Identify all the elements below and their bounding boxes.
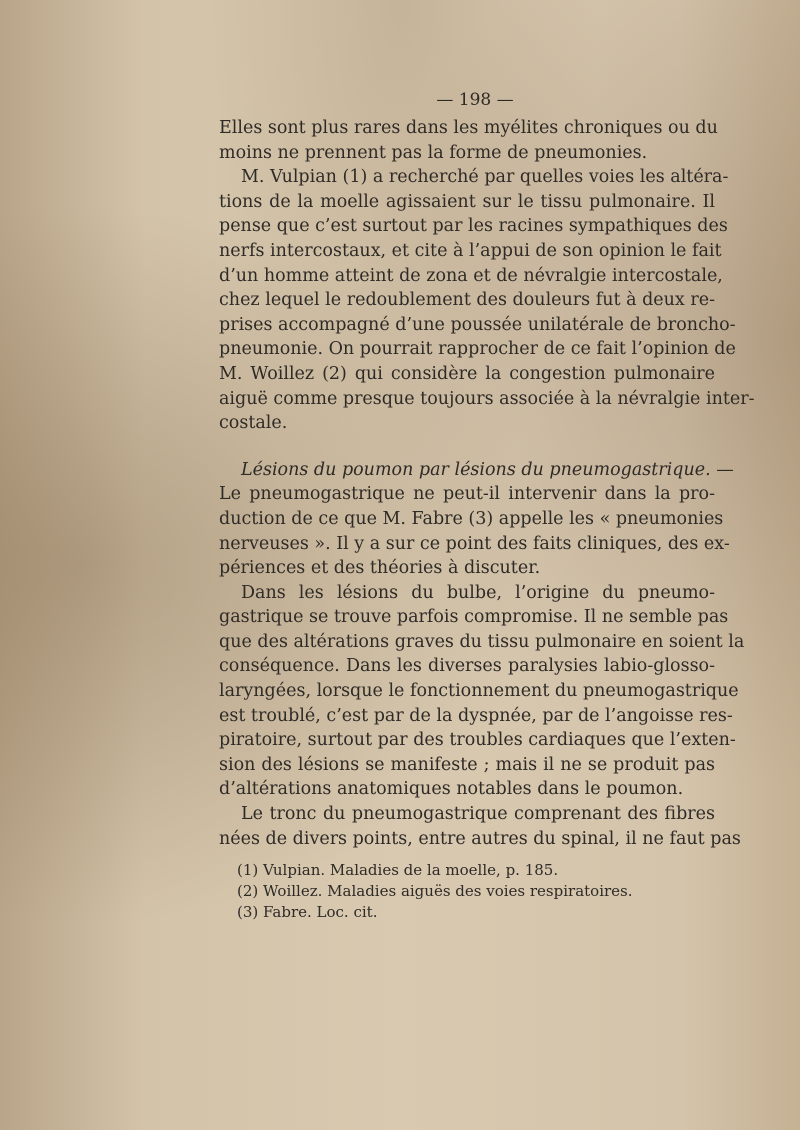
page-number: — 198 —	[436, 90, 514, 110]
text-line: conséquence. Dans les diverses paralysies labio-glosso-	[219, 656, 715, 677]
section-heading-line	[219, 458, 734, 483]
text-line: sion des lésions se manifeste ; mais il ne se produit pas	[219, 754, 715, 775]
footnote-1: (1) Vulpian. Maladies de la moelle, p. 185.	[237, 861, 559, 879]
text-line: prises accompagné d’une poussée unilatérale de broncho-	[219, 314, 736, 335]
text-line: chez lequel le redoublement des douleurs fut à deux re-	[219, 290, 715, 311]
text-line: M. Woillez (2) qui considère la congestion pulmonaire	[219, 363, 715, 384]
text-line: laryngées, lorsque le fonctionnement du pneumogastrique	[219, 681, 739, 702]
text-line: aiguë comme presque toujours associée à la névralgie inter-	[219, 388, 755, 409]
text-line: d’un homme atteint de zona et de névralgie intercostale,	[219, 265, 723, 286]
text-line: pense que c’est surtout par les racines sympathiques des	[219, 216, 728, 237]
text-line: nerfs intercostaux, et cite à l’appui de son opinion le fait	[219, 240, 722, 261]
text-line: pneumonie. On pourrait rapprocher de ce fait l’opinion de	[219, 339, 736, 360]
section-heading: Lésions du poumon par lésions du pneumogastrique.	[241, 459, 711, 480]
text-line: tions de la moelle agissaient sur le tissu pulmonaire. Il	[219, 191, 715, 212]
paragraph-pneumogastrique	[219, 482, 745, 851]
text-line: est troublé, c’est par de la dyspnée, par de l’angoisse res-	[219, 705, 733, 726]
footnote-3: (3) Fabre. Loc. cit.	[237, 903, 378, 921]
text-line: piratoire, surtout par des troubles cardiaques que l’exten-	[219, 730, 736, 751]
text-line: Le tronc du pneumogastrique comprenant des fibres	[241, 804, 715, 825]
text-line: nées de divers points, entre autres du spinal, il ne faut pas	[219, 828, 741, 849]
text-line: duction de ce que M. Fabre (3) appelle les « pneumonies	[219, 508, 724, 529]
text-line: Le pneumogastrique ne peut-il intervenir dans la pro-	[219, 484, 715, 505]
text-line: périences et des théories à discuter.	[219, 558, 541, 579]
section-heading-dash: —	[710, 459, 734, 480]
text-line: nerveuses ». Il y a sur ce point des faits cliniques, des ex-	[219, 533, 730, 554]
text-line: que des altérations graves du tissu pulmonaire en soient la	[219, 631, 745, 652]
section-gap	[219, 436, 715, 458]
main-text	[219, 116, 755, 851]
text-line: d’altérations anatomiques notables dans le poumon.	[219, 779, 684, 800]
text-line: Dans les lésions du bulbe, l’origine du pneumo-	[241, 582, 715, 603]
footnote-2: (2) Woillez. Maladies aiguës des voies respiratoires.	[237, 882, 633, 900]
text-line: costale.	[219, 413, 288, 434]
footnotes	[219, 860, 715, 923]
text-line: gastrique se trouve parfois compromise. Il ne semble pas	[219, 607, 729, 628]
text-line: Elles sont plus rares dans les myélites chroniques ou du	[219, 118, 718, 138]
text-line: M. Vulpian (1) a recherché par quelles voies les altéra-	[241, 167, 729, 188]
paragraph-myelites	[219, 116, 755, 436]
text-line: moins ne prennent pas la forme de pneumonies.	[219, 142, 648, 163]
